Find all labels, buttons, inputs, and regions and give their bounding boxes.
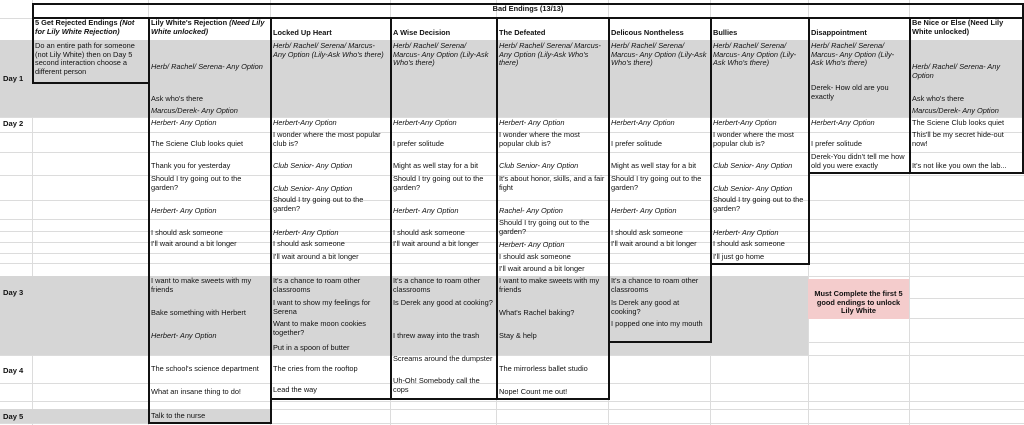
step-cell: It's a chance to roam other classrooms — [393, 277, 481, 294]
step-cell: Club Senior- Any Option — [713, 162, 793, 170]
path-instruction-note: Do an entire path for someone (not Lily White) then on Day 5 second interaction choose a different person — [35, 42, 135, 76]
header-lily-white-rejection: Lily White's Rejection (Need Lily White unlocked) — [151, 19, 265, 36]
step-cell: Nope! Count me out! — [499, 388, 568, 396]
step-cell: Herb/ Rachel/ Serena- Any Option — [151, 63, 263, 71]
step-cell: Should I try going out to the garden? — [151, 175, 242, 192]
step-cell: Want to make moon cookies together? — [273, 320, 366, 337]
step-cell: What an insane thing to do! — [151, 388, 241, 396]
step-cell: I prefer solitude — [393, 140, 444, 148]
step-cell: Should I try going out to the garden? — [273, 196, 364, 213]
day-label: Day 1 — [3, 74, 24, 83]
step-cell: I popped one into my mouth — [611, 320, 703, 328]
step-cell: Herb/ Rachel/ Serena- Any Option — [912, 63, 1001, 80]
step-cell: Herb/ Rachel/ Serena/ Marcus- Any Option (Lily-Ask Who's there) — [273, 42, 384, 59]
step-cell: Herbert- Any Option — [151, 332, 217, 340]
step-cell: I should ask someone — [151, 229, 223, 237]
step-cell: It's about honor, skills, and a fair fight — [499, 175, 605, 192]
gridline — [0, 401, 1024, 402]
step-cell: Herbert-Any Option — [273, 119, 337, 127]
step-cell: Screams around the dumpster — [393, 355, 493, 363]
step-cell: Herbert- Any Option — [273, 229, 339, 237]
step-cell: Herb/ Rachel/ Serena/ Marcus- Any Option (Lily-Ask Who's there) — [393, 42, 489, 68]
gridline — [0, 355, 1024, 356]
step-cell: I should ask someone — [393, 229, 465, 237]
step-cell: I'll wait around a bit longer — [499, 265, 585, 273]
step-cell: I wonder where the most popular club is? — [713, 131, 794, 148]
step-cell: Club Senior- Any Option — [273, 185, 353, 193]
step-cell: I'll wait around a bit longer — [393, 240, 479, 248]
header-a-wise-decision: A Wise Decision — [393, 29, 451, 37]
step-cell: I prefer solitude — [811, 140, 862, 148]
step-cell: I prefer solitude — [611, 140, 662, 148]
step-cell: I wonder where the most popular club is? — [499, 131, 580, 148]
step-cell: The cries from the rooftop — [273, 365, 358, 373]
step-cell: Derek-You didn't tell me how old you were exactly — [811, 153, 905, 170]
step-cell: Herbert-Any Option — [811, 119, 875, 127]
step-cell: I want to show my feelings for Serena — [273, 299, 371, 316]
step-cell: I'll wait around a bit longer — [611, 240, 697, 248]
step-cell: Rachel- Any Option — [499, 207, 563, 215]
step-cell: Might as well stay for a bit — [393, 162, 479, 170]
step-cell: Should I try going out to the garden? — [713, 196, 804, 213]
step-cell: Lead the way — [273, 386, 317, 394]
step-cell: Herbert- Any Option — [499, 241, 565, 249]
step-cell: Should I try going out to the garden? — [611, 175, 702, 192]
step-cell: Herbert- Any Option — [713, 229, 779, 237]
header-bullies: Bullies — [713, 29, 738, 37]
step-cell: Herbert-Any Option — [611, 119, 675, 127]
step-cell: Herbert-Any Option — [713, 119, 777, 127]
step-cell: Herb/ Rachel/ Serena/ Marcus- Any Option (Lily-Ask Who's there) — [499, 42, 601, 68]
step-cell: Club Senior- Any Option — [273, 162, 353, 170]
step-cell: I should ask someone — [499, 253, 571, 261]
step-cell: Derek- How old are you exactly — [811, 84, 889, 101]
gridline — [0, 263, 1024, 264]
step-cell: Ask who's there — [912, 95, 964, 103]
step-cell: Herb/ Rachel/ Serena/ Marcus- Any Option (Lily-Ask Who's there) — [811, 42, 895, 68]
step-cell: Stay & help — [499, 332, 537, 340]
step-cell: What's Rachel baking? — [499, 309, 575, 317]
sheet-title: Bad Endings (13/13) — [492, 5, 564, 13]
step-cell: Club Senior- Any Option — [713, 185, 793, 193]
step-cell: I should ask someone — [713, 240, 785, 248]
step-cell: Bake something with Herbert — [151, 309, 246, 317]
step-cell: Might as well stay for a bit — [611, 162, 697, 170]
step-cell: I should ask someone — [273, 240, 345, 248]
gridline — [0, 117, 1024, 118]
step-cell: I wonder where the most popular club is? — [273, 131, 381, 148]
step-cell: Uh-Oh! Somebody call the cops — [393, 377, 480, 394]
step-cell: Club Senior- Any Option — [499, 162, 579, 170]
step-cell: I'll just go home — [713, 253, 765, 261]
step-cell: It's not like you own the lab... — [912, 162, 1007, 170]
step-cell: The Sciene Club looks quiet — [912, 119, 1005, 127]
header-locked-up-heart: Locked Up Heart — [273, 29, 332, 37]
step-cell: Herbert- Any Option — [151, 207, 217, 215]
step-cell: Ask who's there — [151, 95, 203, 103]
header-the-defeated: The Defeated — [499, 29, 546, 37]
step-cell: I'll wait around a bit longer — [151, 240, 237, 248]
step-cell: Should I try going out to the garden? — [393, 175, 484, 192]
step-cell: Marcus/Derek- Any Option — [151, 107, 238, 115]
step-cell: It's a chance to roam other classrooms — [273, 277, 361, 294]
day-label: Day 4 — [3, 366, 24, 375]
step-cell: Herbert-Any Option — [393, 119, 457, 127]
unlock-requirement-note: Must Complete the first 5 good endings to unlock Lily White — [814, 290, 903, 316]
step-cell: The school's science department — [151, 365, 259, 373]
step-cell: The mirrorless ballet studio — [499, 365, 588, 373]
header-be-nice-or-else: Be Nice or Else (Need Lily White unlocked) — [912, 19, 1004, 36]
step-cell: Is Derek any good at cooking? — [393, 299, 493, 307]
step-cell: It's a chance to roam other classrooms — [611, 277, 699, 294]
step-cell: I threw away into the trash — [393, 332, 480, 340]
step-cell: I'll wait around a bit longer — [273, 253, 359, 261]
day-label: Day 2 — [3, 119, 24, 128]
header-disappointment: Disappointment — [811, 29, 867, 37]
day-label: Day 3 — [3, 288, 24, 297]
gridline — [0, 383, 1024, 384]
step-cell: Should I try going out to the garden? — [499, 219, 590, 236]
step-cell: I want to make sweets with my friends — [151, 277, 252, 294]
step-cell: Herb/ Rachel/ Serena/ Marcus- Any Option (Lily-Ask Who's there) — [611, 42, 707, 68]
step-cell: Herbert- Any Option — [499, 119, 565, 127]
step-cell: Herbert- Any Option — [393, 207, 459, 215]
step-cell: Herbert- Any Option — [151, 119, 217, 127]
step-cell: Thank you for yesterday — [151, 162, 231, 170]
step-cell: Talk to the nurse — [151, 412, 206, 420]
step-cell: Put in a spoon of butter — [273, 344, 350, 352]
header-rejected-endings: 5 Get Rejected Endings (Not for Lily White Rejection) — [35, 19, 135, 36]
gridline — [0, 200, 1024, 201]
step-cell: Is Derek any good at cooking? — [611, 299, 680, 316]
step-cell: Marcus/Derek- Any Option — [912, 107, 999, 115]
step-cell: I want to make sweets with my friends — [499, 277, 600, 294]
header-delicous-nontheless: Delicous Nontheless — [611, 29, 684, 37]
step-cell: This'll be my secret hide-out now! — [912, 131, 1004, 148]
step-cell: Herbert- Any Option — [611, 207, 677, 215]
step-cell: Herb/ Rachel/ Serena/ Marcus- Any Option (Lily-Ask Who's there) — [713, 42, 797, 68]
step-cell: I should ask someone — [611, 229, 683, 237]
gridline — [0, 423, 1024, 424]
step-cell: The Sciene Club looks quiet — [151, 140, 244, 148]
day-label: Day 5 — [3, 412, 24, 421]
